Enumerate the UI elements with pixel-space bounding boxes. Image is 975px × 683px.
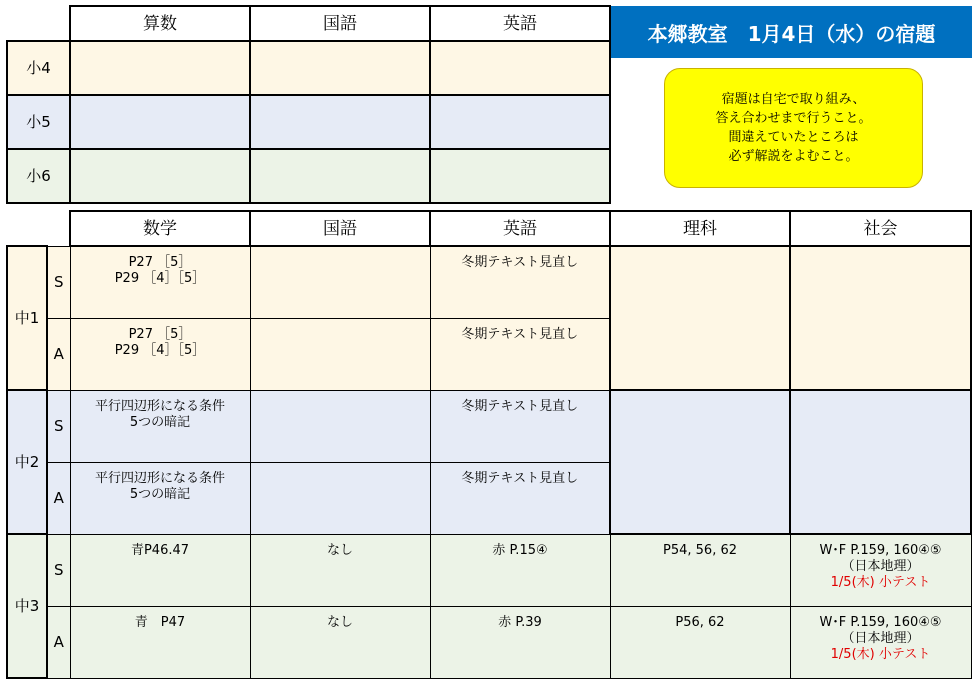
science-cell: P54, 56, 62 xyxy=(610,534,790,606)
japanese-cell xyxy=(250,390,430,462)
table-cell xyxy=(250,149,430,203)
english-cell: 冬期テキスト見直し xyxy=(430,462,610,534)
note-line: 必ず解説をよむこと。 xyxy=(728,149,859,164)
note-line: 間違えていたところは xyxy=(728,130,859,145)
level-label: A xyxy=(47,462,70,534)
table-cell xyxy=(70,149,250,203)
social-cell xyxy=(790,390,971,534)
math-cell: 平行四辺形になる条件 5つの暗記 xyxy=(70,390,250,462)
grade-label: 中3 xyxy=(7,534,47,678)
table-cell xyxy=(430,149,610,203)
english-cell: 赤 P.15④ xyxy=(430,534,610,606)
table-cell xyxy=(250,95,430,149)
social-cell: W･F P.159, 160④⑤ （日本地理） 1/5(木) 小テスト xyxy=(790,534,971,606)
math-cell: 平行四辺形になる条件 5つの暗記 xyxy=(70,462,250,534)
math-cell: 青P46.47 xyxy=(70,534,250,606)
japanese-cell: なし xyxy=(250,606,430,678)
level-label: S xyxy=(47,246,70,318)
social-cell xyxy=(790,246,971,390)
science-cell: P56, 62 xyxy=(610,606,790,678)
math-cell: P27 ［5］ P29 ［4］［5］ xyxy=(70,318,250,390)
table-cell xyxy=(430,41,610,95)
japanese-cell xyxy=(250,318,430,390)
homework-note xyxy=(664,68,923,188)
header-science: 理科 xyxy=(610,211,790,246)
math-cell: 青 P47 xyxy=(70,606,250,678)
grade-label: 小5 xyxy=(7,95,70,149)
note-line: 宿題は自宅で取り組み、 xyxy=(721,92,866,107)
elementary-table xyxy=(6,5,611,204)
page-title: 本郷教室 1月4日（水）の宿題 xyxy=(611,6,972,58)
japanese-cell: なし xyxy=(250,534,430,606)
grade-label: 中1 xyxy=(7,246,47,390)
table-cell xyxy=(70,95,250,149)
level-label: S xyxy=(47,390,70,462)
level-label: A xyxy=(47,318,70,390)
header-english: 英語 xyxy=(430,6,610,41)
table-cell xyxy=(70,41,250,95)
note-line: 答え合わせまで行うこと。 xyxy=(715,111,872,126)
japanese-cell xyxy=(250,462,430,534)
level-label: A xyxy=(47,606,70,678)
math-cell: P27 ［5］ P29 ［4］［5］ xyxy=(70,246,250,318)
header-japanese: 国語 xyxy=(250,6,430,41)
header-arithmetic: 算数 xyxy=(70,6,250,41)
level-label: S xyxy=(47,534,70,606)
english-cell: 赤 P.39 xyxy=(430,606,610,678)
quiz-notice: 1/5(木) 小テスト xyxy=(830,575,931,590)
japanese-cell xyxy=(250,246,430,318)
quiz-notice: 1/5(木) 小テスト xyxy=(830,646,931,662)
grade-label: 小4 xyxy=(7,41,70,95)
junior-high-table xyxy=(6,210,972,679)
header-social: 社会 xyxy=(790,211,971,246)
science-cell xyxy=(610,390,790,534)
english-cell: 冬期テキスト見直し xyxy=(430,246,610,318)
table-cell xyxy=(430,95,610,149)
header-math: 数学 xyxy=(70,211,250,246)
english-cell: 冬期テキスト見直し xyxy=(430,318,610,390)
social-cell: W･F P.159, 160④⑤ （日本地理） 1/5(木) 小テスト xyxy=(790,606,971,678)
header-english: 英語 xyxy=(430,211,610,246)
grade-label: 小6 xyxy=(7,149,70,203)
header-japanese: 国語 xyxy=(250,211,430,246)
table-cell xyxy=(250,41,430,95)
grade-label: 中2 xyxy=(7,390,47,534)
science-cell xyxy=(610,246,790,390)
english-cell: 冬期テキスト見直し xyxy=(430,390,610,462)
